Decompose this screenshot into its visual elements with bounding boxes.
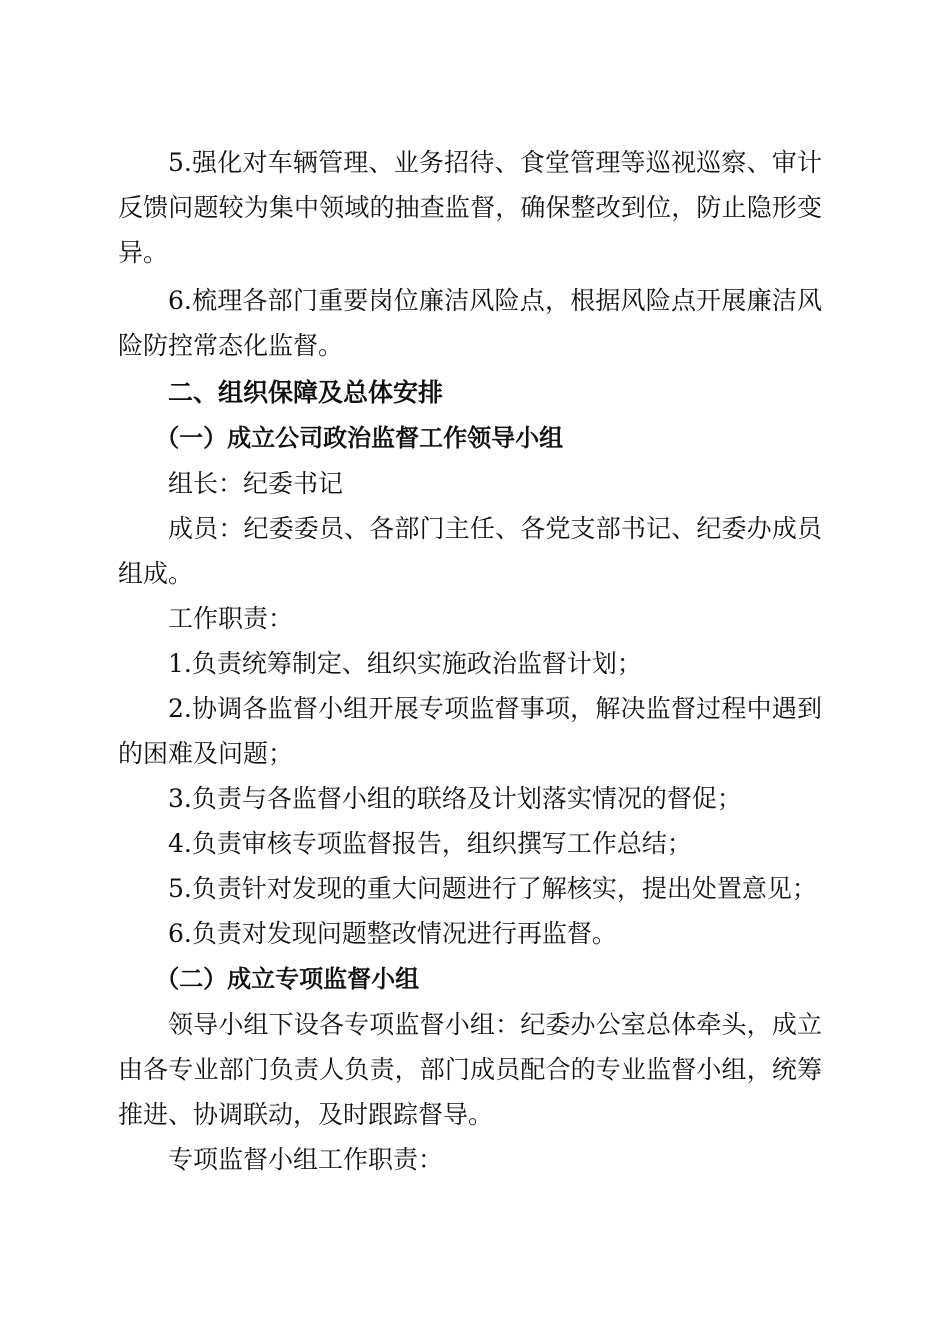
duty-item-5: 5.负责针对发现的重大问题进行了解核实，提出处置意见； bbox=[168, 874, 817, 903]
subsection-2-title: （二）成立专项监督小组 bbox=[155, 965, 420, 993]
paragraph-item-5: 5.强化对车辆管理、业务招待、食堂管理等巡视巡察、审计反馈问题较为集中领域的抽查监督，确保整改到位，防止隐形变异。 bbox=[118, 148, 822, 267]
duties-label: 工作职责： bbox=[168, 604, 294, 633]
section-heading: 二、组织保障及总体安排 bbox=[168, 378, 444, 407]
duty-item-3: 3.负责与各监督小组的联络及计划落实情况的督促； bbox=[168, 784, 742, 813]
paragraph-item-6: 6.梳理各部门重要岗位廉洁风险点，根据风险点开展廉洁风险防控常态化监督。 bbox=[118, 286, 822, 360]
duty-item-6: 6.负责对发现问题整改情况进行再监督。 bbox=[168, 919, 617, 948]
subsection-1-title: （一）成立公司政治监督工作领导小组 bbox=[155, 424, 564, 452]
subsection-2-body: 领导小组下设各专项监督小组：纪委办公室总体牵头，成立由各专业部门负责人负责，部门成员配合的专业监督小组，统筹推进、协调联动，及时跟踪督导。 bbox=[118, 1010, 822, 1129]
subsection-2-duties-label: 专项监督小组工作职责： bbox=[168, 1145, 444, 1174]
document-page bbox=[118, 140, 822, 1182]
duty-item-4: 4.负责审核专项监督报告，组织撰写工作总结； bbox=[168, 829, 692, 858]
duty-item-1: 1.负责统筹制定、组织实施政治监督计划； bbox=[168, 649, 642, 678]
duty-item-2: 2.协调各监督小组开展专项监督事项，解决监督过程中遇到的困难及问题； bbox=[118, 694, 822, 768]
members-line: 成员：纪委委员、各部门主任、各党支部书记、纪委办成员组成。 bbox=[118, 514, 822, 588]
leader-line: 组长：纪委书记 bbox=[168, 469, 344, 498]
